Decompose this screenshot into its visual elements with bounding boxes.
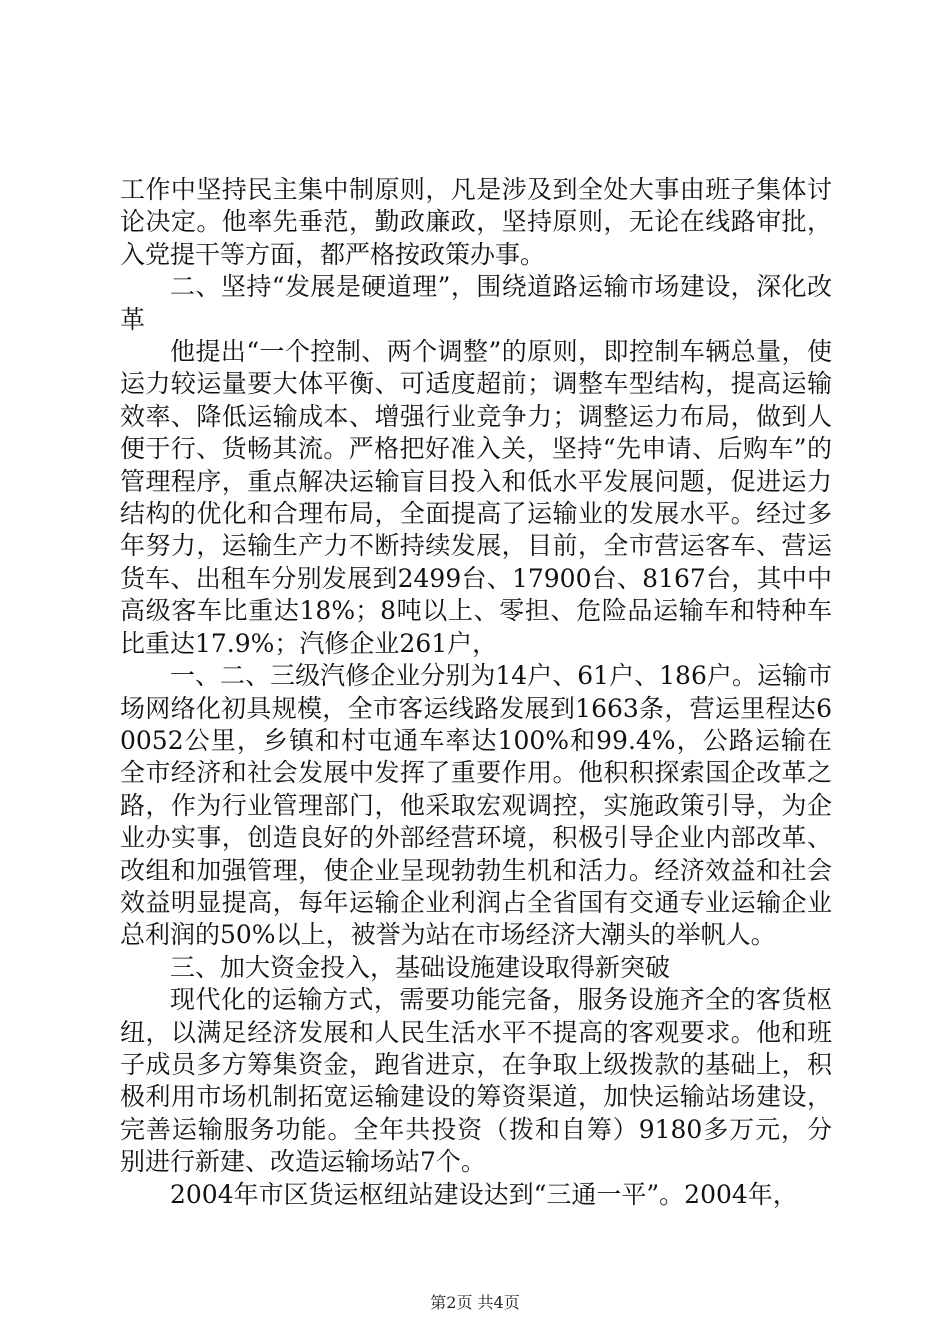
paragraph-repair-enterprises: 一、二、三级汽修企业分别为14户、61户、186户。运输市场网络化初具规模，全市客运线路发展到1663条，营运里程达60052公里，乡镇和村屯通车率达100%和99.4%，公路运输在全市经济和社会发展中发挥了重要作用。他积积探索国企改革之路，作为行业管理部门，他采取宏观调控，实施政策引导，为企业办实事，创造良好的外部经营环境，积极引导企业内部改革、改组和加强管理，使企业呈现勃勃生机和活力。经济效益和社会效益明显提高，每年运输企业利润占全省国有交通专业运输企业总利润的50%以上，被誉为站在市场经济大潮头的举帆人。 <box>120 661 832 950</box>
paragraph-transport-control: 他提出“一个控制、两个调整”的原则，即控制车辆总量，使运力较运量要大体平衡、可适度超前；调整车型结构，提高运输效率、降低运输成本、增强行业竞争力；调整运力布局，做到人便于行、货畅其流。严格把好准入关，坚持“先申请、后购车”的管理程序，重点解决运输盲目投入和低水平发展问题，促进运力结构的优化和合理布局，全面提高了运输业的发展水平。经过多年努力，运输生产力不断持续发展，目前，全市营运客车、营运货车、出租车分别发展到2499台、17900台、8167台，其中中高级客车比重达18%；8吨以上、零担、危险品运输车和特种车比重达17.9%；汽修企业261户， <box>120 337 832 658</box>
section-heading-two: 二、坚持“发展是硬道理”，围绕道路运输市场建设，深化改革 <box>120 272 832 334</box>
paragraph-continuation: 工作中坚持民主集中制原则，凡是涉及到全处大事由班子集体讨论决定。他率先垂范，勤政廉政，坚持原则，无论在线路审批，入党提干等方面，都严格按政策办事。 <box>120 175 832 269</box>
paragraph-investment: 现代化的运输方式，需要功能完备，服务设施齐全的客货枢纽，以满足经济发展和人民生活水平不提高的客观要求。他和班子成员多方筹集资金，跑省进京，在争取上级拨款的基础上，积极利用市场机制拓宽运输建设的筹资渠道，加快运输站场建设，完善运输服务功能。全年共投资（拨和自筹）9180多万元，分别进行新建、改造运输场站7个。 <box>120 985 832 1177</box>
page-number-footer: 第2页 共4页 <box>430 1293 520 1312</box>
section-heading-three: 三、加大资金投入，基础设施建设取得新突破 <box>170 952 671 982</box>
paragraph-freight-hub: 2004年市区货运枢纽站建设达到“三通一平”。2004年， <box>170 1179 798 1209</box>
document-body <box>120 174 832 1211</box>
